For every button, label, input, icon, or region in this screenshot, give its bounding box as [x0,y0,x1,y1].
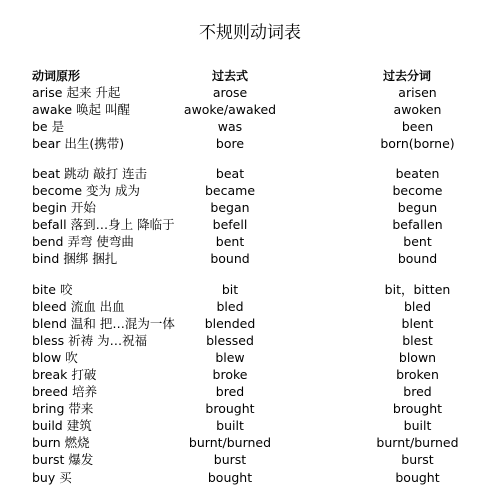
verb-past-participle: broken [396,367,439,382]
verb-past-participle: begun [397,200,438,215]
verb-base-form: buy 买 [32,470,72,485]
verb-past-tense: was [217,119,243,134]
verb-base-form: begin 开始 [32,200,96,215]
table-row [0,366,500,383]
verb-past-participle: born(borne) [380,136,455,151]
table-row [0,135,500,152]
verb-base-form: bind 捆绑 捆扎 [32,251,118,266]
page-title: 不规则动词表 [199,23,301,43]
verb-past-participle: bound [397,251,438,266]
verb-past-participle: built [403,418,432,433]
verb-past-tense: began [210,200,250,215]
verb-past-participle: bled [403,299,432,314]
verb-past-tense: bought [207,470,253,485]
table-row [0,84,500,101]
table-row [0,165,500,182]
verb-base-form: burn 燃烧 [32,435,90,450]
table-row [0,199,500,216]
table-row [0,349,500,366]
verb-base-form: break 打破 [32,367,97,382]
verb-past-participle: arisen [398,85,437,100]
table-row [0,469,500,486]
verb-base-form: blend 温和 把…混为一体 [32,316,175,331]
table-row [0,400,500,417]
verb-past-participle: beaten [395,166,440,181]
table-row [0,451,500,468]
verb-base-form: arise 起来 升起 [32,85,121,100]
verb-past-tense: blew [215,350,245,365]
table-row [0,298,500,315]
table-row [0,332,500,349]
verb-past-tense: bore [215,136,245,151]
table-row [0,182,500,199]
verb-past-participle: become [392,183,443,198]
header-past-tense: 过去式 [212,69,249,83]
verb-past-participle: bit，bitten [384,282,451,297]
verb-base-form: become 变为 成为 [32,183,140,198]
verb-base-form: befall 落到…身上 降临于 [32,217,175,232]
verb-base-form: breed 培养 [32,384,98,399]
header-past-participle: 过去分词 [383,69,432,83]
table-row [0,250,500,267]
verb-past-participle: blent [401,316,434,331]
verb-past-tense: bound [210,251,250,266]
verb-past-tense: bit [221,282,239,297]
verb-past-tense: bred [215,384,245,399]
verb-base-form: bring 带来 [32,401,94,416]
verb-past-participle: awoken [393,102,442,117]
verb-past-tense: arose [212,85,248,100]
verb-base-form: blow 吹 [32,350,78,365]
table-row [0,216,500,233]
verb-past-participle: bred [403,384,432,399]
verb-past-tense: burst [213,452,247,467]
verb-past-participle: burst [401,452,434,467]
verb-past-participle: been [401,119,434,134]
table-row [0,434,500,451]
verb-past-tense: blessed [206,333,254,348]
verb-past-tense: beat [215,166,245,181]
verb-past-tense: burnt/burned [188,435,272,450]
verb-past-tense: bled [216,299,244,314]
table-row [0,118,500,135]
table-row [0,233,500,250]
verb-past-participle: blown [398,350,437,365]
verb-base-form: be 是 [32,119,65,134]
verb-base-form: beat 跳动 敲打 连击 [32,166,148,181]
verb-past-participle: befallen [392,217,443,232]
verb-past-tense: bent [215,234,245,249]
verb-base-form: build 建筑 [32,418,92,433]
verb-past-participle: blest [402,333,433,348]
verb-base-form: bless 祈祷 为…祝福 [32,333,148,348]
verb-base-form: bend 弄弯 使弯曲 [32,234,134,249]
table-row [0,281,500,298]
verb-base-form: bear 出生(携带) [32,136,125,151]
verb-past-tense: broke [212,367,248,382]
verb-base-form: awake 唤起 叫醒 [32,102,130,117]
verb-past-tense: brought [205,401,255,416]
verb-base-form: bite 咬 [32,282,73,297]
verb-past-participle: bent [403,234,432,249]
verb-past-participle: brought [392,401,443,416]
verb-past-tense: became [204,183,256,198]
verb-base-form: burst 爆发 [32,452,94,467]
verb-past-tense: blended [204,316,256,331]
table-row [0,315,500,332]
table-row [0,383,500,400]
verb-base-form: bleed 流血 出血 [32,299,125,314]
verb-past-tense: awoke/awaked [183,102,277,117]
verb-past-participle: bought [395,470,440,485]
verb-past-participle: burnt/burned [376,435,459,450]
verb-past-tense: built [216,418,244,433]
verb-past-tense: befell [212,217,248,232]
table-row [0,101,500,118]
table-row [0,417,500,434]
header-base-form: 动词原形 [32,69,81,83]
